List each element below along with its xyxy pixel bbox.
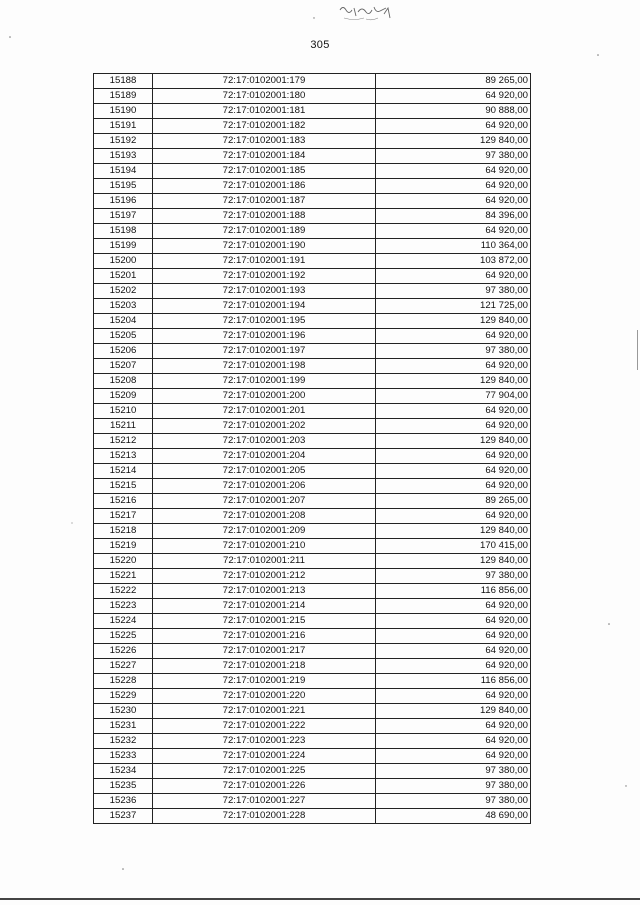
value-cell: 84 396,00 <box>376 209 531 224</box>
row-number-cell: 15215 <box>94 479 153 494</box>
cadastral-number-cell: 72:17:0102001:227 <box>153 794 376 809</box>
value-cell: 116 856,00 <box>376 674 531 689</box>
row-number-cell: 15195 <box>94 179 153 194</box>
cadastral-number-cell: 72:17:0102001:215 <box>153 614 376 629</box>
table-row <box>94 554 531 569</box>
table-row <box>94 629 531 644</box>
cadastral-number-cell: 72:17:0102001:183 <box>153 134 376 149</box>
cadastral-number-cell: 72:17:0102001:212 <box>153 569 376 584</box>
value-cell: 64 920,00 <box>376 749 531 764</box>
cadastral-number-cell: 72:17:0102001:214 <box>153 599 376 614</box>
value-cell: 97 380,00 <box>376 284 531 299</box>
cadastral-number-cell: 72:17:0102001:208 <box>153 509 376 524</box>
value-cell: 97 380,00 <box>376 149 531 164</box>
value-cell: 89 265,00 <box>376 494 531 509</box>
row-number-cell: 15202 <box>94 284 153 299</box>
table-row <box>94 689 531 704</box>
value-cell: 64 920,00 <box>376 719 531 734</box>
cadastral-number-cell: 72:17:0102001:182 <box>153 119 376 134</box>
row-number-cell: 15230 <box>94 704 153 719</box>
row-number-cell: 15216 <box>94 494 153 509</box>
value-cell: 170 415,00 <box>376 539 531 554</box>
row-number-cell: 15196 <box>94 194 153 209</box>
table-row <box>94 524 531 539</box>
value-cell: 89 265,00 <box>376 74 531 89</box>
row-number-cell: 15211 <box>94 419 153 434</box>
cadastral-number-cell: 72:17:0102001:196 <box>153 329 376 344</box>
cadastral-number-cell: 72:17:0102001:223 <box>153 734 376 749</box>
value-cell: 129 840,00 <box>376 704 531 719</box>
value-cell: 97 380,00 <box>376 344 531 359</box>
table-row <box>94 314 531 329</box>
cadastral-number-cell: 72:17:0102001:186 <box>153 179 376 194</box>
table-row <box>94 419 531 434</box>
row-number-cell: 15233 <box>94 749 153 764</box>
cadastral-number-cell: 72:17:0102001:187 <box>153 194 376 209</box>
row-number-cell: 15204 <box>94 314 153 329</box>
row-number-cell: 15236 <box>94 794 153 809</box>
cadastral-number-cell: 72:17:0102001:181 <box>153 104 376 119</box>
row-number-cell: 15194 <box>94 164 153 179</box>
value-cell: 64 920,00 <box>376 404 531 419</box>
table-row <box>94 464 531 479</box>
cadastral-number-cell: 72:17:0102001:179 <box>153 74 376 89</box>
table-row <box>94 674 531 689</box>
cadastral-number-cell: 72:17:0102001:200 <box>153 389 376 404</box>
table-row <box>94 164 531 179</box>
value-cell: 64 920,00 <box>376 329 531 344</box>
row-number-cell: 15232 <box>94 734 153 749</box>
cadastral-number-cell: 72:17:0102001:220 <box>153 689 376 704</box>
table-row <box>94 779 531 794</box>
table-row <box>94 599 531 614</box>
row-number-cell: 15189 <box>94 89 153 104</box>
row-number-cell: 15210 <box>94 404 153 419</box>
table-row <box>94 584 531 599</box>
value-cell: 64 920,00 <box>376 599 531 614</box>
table-row <box>94 149 531 164</box>
row-number-cell: 15192 <box>94 134 153 149</box>
value-cell: 121 725,00 <box>376 299 531 314</box>
table-row <box>94 479 531 494</box>
row-number-cell: 15190 <box>94 104 153 119</box>
table-row <box>94 509 531 524</box>
row-number-cell: 15197 <box>94 209 153 224</box>
cadastral-number-cell: 72:17:0102001:228 <box>153 809 376 824</box>
cadastral-number-cell: 72:17:0102001:189 <box>153 224 376 239</box>
value-cell: 64 920,00 <box>376 464 531 479</box>
table-row <box>94 749 531 764</box>
value-cell: 129 840,00 <box>376 434 531 449</box>
value-cell: 64 920,00 <box>376 269 531 284</box>
table-row <box>94 359 531 374</box>
bottom-divider <box>0 898 640 900</box>
cadastral-number-cell: 72:17:0102001:185 <box>153 164 376 179</box>
cadastral-number-cell: 72:17:0102001:180 <box>153 89 376 104</box>
value-cell: 64 920,00 <box>376 734 531 749</box>
value-cell: 64 920,00 <box>376 479 531 494</box>
cadastral-number-cell: 72:17:0102001:218 <box>153 659 376 674</box>
table-row <box>94 539 531 554</box>
cadastral-number-cell: 72:17:0102001:205 <box>153 464 376 479</box>
value-cell: 129 840,00 <box>376 524 531 539</box>
value-cell: 129 840,00 <box>376 554 531 569</box>
row-number-cell: 15228 <box>94 674 153 689</box>
cadastral-number-cell: 72:17:0102001:213 <box>153 584 376 599</box>
table-row <box>94 119 531 134</box>
value-cell: 129 840,00 <box>376 134 531 149</box>
row-number-cell: 15207 <box>94 359 153 374</box>
table-row <box>94 209 531 224</box>
row-number-cell: 15237 <box>94 809 153 824</box>
row-number-cell: 15222 <box>94 584 153 599</box>
cadastral-number-cell: 72:17:0102001:207 <box>153 494 376 509</box>
table-row <box>94 194 531 209</box>
row-number-cell: 15213 <box>94 449 153 464</box>
table-row <box>94 809 531 824</box>
value-cell: 64 920,00 <box>376 449 531 464</box>
cadastral-number-cell: 72:17:0102001:190 <box>153 239 376 254</box>
table-row <box>94 89 531 104</box>
row-number-cell: 15227 <box>94 659 153 674</box>
row-number-cell: 15221 <box>94 569 153 584</box>
table-row <box>94 764 531 779</box>
cadastral-number-cell: 72:17:0102001:216 <box>153 629 376 644</box>
row-number-cell: 15199 <box>94 239 153 254</box>
row-number-cell: 15201 <box>94 269 153 284</box>
row-number-cell: 15214 <box>94 464 153 479</box>
cadastral-number-cell: 72:17:0102001:202 <box>153 419 376 434</box>
cadastral-number-cell: 72:17:0102001:194 <box>153 299 376 314</box>
table-row <box>94 659 531 674</box>
table-row <box>94 494 531 509</box>
row-number-cell: 15218 <box>94 524 153 539</box>
table-row <box>94 734 531 749</box>
table-row <box>94 344 531 359</box>
row-number-cell: 15219 <box>94 539 153 554</box>
cadastral-number-cell: 72:17:0102001:195 <box>153 314 376 329</box>
cadastral-number-cell: 72:17:0102001:210 <box>153 539 376 554</box>
value-cell: 48 690,00 <box>376 809 531 824</box>
value-cell: 97 380,00 <box>376 764 531 779</box>
value-cell: 97 380,00 <box>376 569 531 584</box>
cadastral-number-cell: 72:17:0102001:198 <box>153 359 376 374</box>
value-cell: 64 920,00 <box>376 179 531 194</box>
row-number-cell: 15188 <box>94 74 153 89</box>
cadastral-value-table <box>93 73 531 824</box>
table-row <box>94 104 531 119</box>
cadastral-number-cell: 72:17:0102001:226 <box>153 779 376 794</box>
table-row <box>94 329 531 344</box>
table-row <box>94 449 531 464</box>
row-number-cell: 15191 <box>94 119 153 134</box>
value-cell: 64 920,00 <box>376 659 531 674</box>
row-number-cell: 15208 <box>94 374 153 389</box>
value-cell: 116 856,00 <box>376 584 531 599</box>
value-cell: 64 920,00 <box>376 629 531 644</box>
row-number-cell: 15220 <box>94 554 153 569</box>
cadastral-number-cell: 72:17:0102001:222 <box>153 719 376 734</box>
row-number-cell: 15225 <box>94 629 153 644</box>
table-row <box>94 284 531 299</box>
table-row <box>94 299 531 314</box>
cadastral-number-cell: 72:17:0102001:201 <box>153 404 376 419</box>
cadastral-number-cell: 72:17:0102001:217 <box>153 644 376 659</box>
cadastral-number-cell: 72:17:0102001:219 <box>153 674 376 689</box>
row-number-cell: 15217 <box>94 509 153 524</box>
cadastral-number-cell: 72:17:0102001:191 <box>153 254 376 269</box>
value-cell: 64 920,00 <box>376 644 531 659</box>
cadastral-number-cell: 72:17:0102001:192 <box>153 269 376 284</box>
row-number-cell: 15203 <box>94 299 153 314</box>
table-row <box>94 179 531 194</box>
cadastral-number-cell: 72:17:0102001:188 <box>153 209 376 224</box>
table-row <box>94 224 531 239</box>
value-cell: 77 904,00 <box>376 389 531 404</box>
cadastral-number-cell: 72:17:0102001:193 <box>153 284 376 299</box>
table-body <box>94 74 531 824</box>
cadastral-number-cell: 72:17:0102001:203 <box>153 434 376 449</box>
table-row <box>94 704 531 719</box>
row-number-cell: 15198 <box>94 224 153 239</box>
row-number-cell: 15223 <box>94 599 153 614</box>
table-row <box>94 794 531 809</box>
cadastral-number-cell: 72:17:0102001:209 <box>153 524 376 539</box>
value-cell: 64 920,00 <box>376 164 531 179</box>
value-cell: 110 364,00 <box>376 239 531 254</box>
value-cell: 90 888,00 <box>376 104 531 119</box>
table-row <box>94 719 531 734</box>
cadastral-number-cell: 72:17:0102001:184 <box>153 149 376 164</box>
value-cell: 64 920,00 <box>376 689 531 704</box>
row-number-cell: 15229 <box>94 689 153 704</box>
value-cell: 64 920,00 <box>376 509 531 524</box>
cadastral-number-cell: 72:17:0102001:221 <box>153 704 376 719</box>
value-cell: 64 920,00 <box>376 224 531 239</box>
cadastral-number-cell: 72:17:0102001:211 <box>153 554 376 569</box>
value-cell: 64 920,00 <box>376 419 531 434</box>
cadastral-number-cell: 72:17:0102001:206 <box>153 479 376 494</box>
value-cell: 64 920,00 <box>376 119 531 134</box>
cadastral-number-cell: 72:17:0102001:204 <box>153 449 376 464</box>
value-cell: 64 920,00 <box>376 359 531 374</box>
value-cell: 64 920,00 <box>376 89 531 104</box>
row-number-cell: 15209 <box>94 389 153 404</box>
cadastral-number-cell: 72:17:0102001:199 <box>153 374 376 389</box>
row-number-cell: 15193 <box>94 149 153 164</box>
row-number-cell: 15235 <box>94 779 153 794</box>
row-number-cell: 15231 <box>94 719 153 734</box>
value-cell: 97 380,00 <box>376 779 531 794</box>
value-cell: 129 840,00 <box>376 374 531 389</box>
value-cell: 97 380,00 <box>376 794 531 809</box>
value-cell: 103 872,00 <box>376 254 531 269</box>
value-cell: 129 840,00 <box>376 314 531 329</box>
table-row <box>94 239 531 254</box>
table-row <box>94 254 531 269</box>
row-number-cell: 15200 <box>94 254 153 269</box>
cadastral-number-cell: 72:17:0102001:225 <box>153 764 376 779</box>
table-row <box>94 614 531 629</box>
table-row <box>94 374 531 389</box>
table-row <box>94 134 531 149</box>
table-row <box>94 569 531 584</box>
row-number-cell: 15234 <box>94 764 153 779</box>
value-cell: 64 920,00 <box>376 194 531 209</box>
value-cell: 64 920,00 <box>376 614 531 629</box>
row-number-cell: 15205 <box>94 329 153 344</box>
cadastral-number-cell: 72:17:0102001:224 <box>153 749 376 764</box>
table-row <box>94 74 531 89</box>
row-number-cell: 15224 <box>94 614 153 629</box>
row-number-cell: 15206 <box>94 344 153 359</box>
table-row <box>94 389 531 404</box>
cadastral-number-cell: 72:17:0102001:197 <box>153 344 376 359</box>
row-number-cell: 15212 <box>94 434 153 449</box>
table-row <box>94 269 531 284</box>
table-row <box>94 404 531 419</box>
page-number: 305 <box>310 39 330 51</box>
table-row <box>94 644 531 659</box>
table-row <box>94 434 531 449</box>
row-number-cell: 15226 <box>94 644 153 659</box>
